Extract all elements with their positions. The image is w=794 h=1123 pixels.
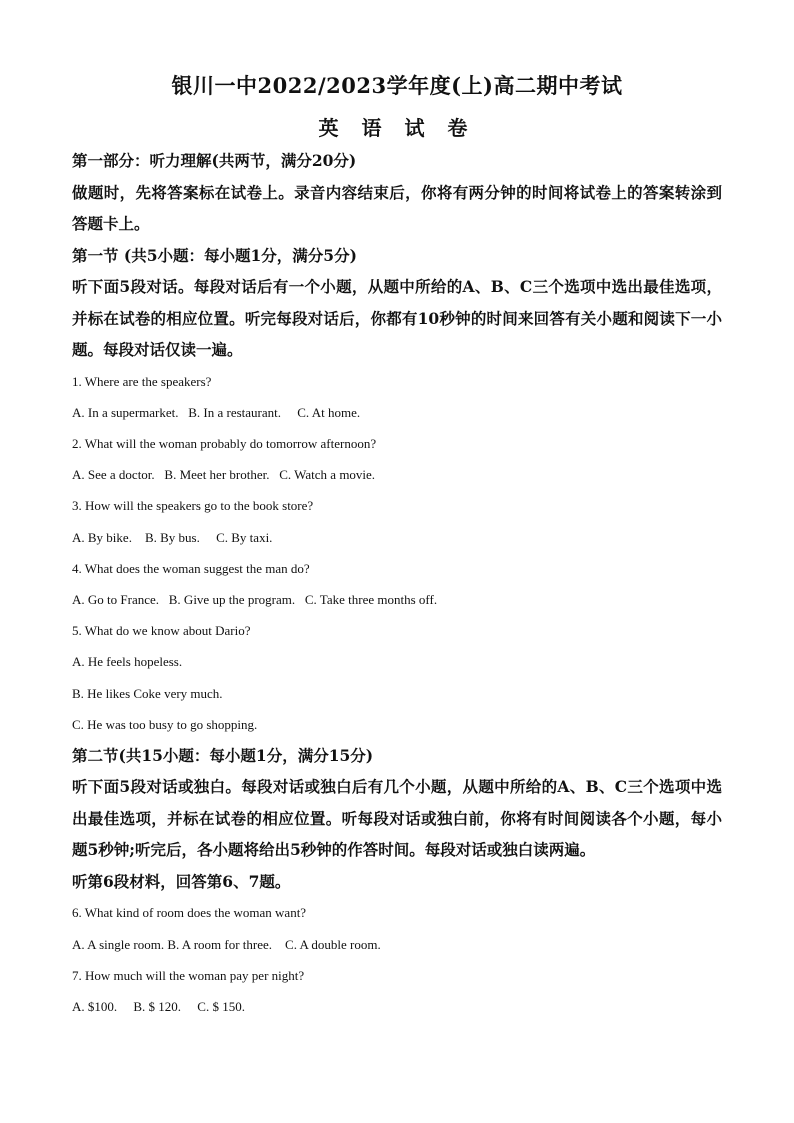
options-6: A. A single room. B. A room for three. C. A double room. bbox=[72, 936, 381, 952]
question-2: 2. What will the woman probably do tomorrow afternoon? bbox=[72, 435, 377, 451]
options-7: A. $100. B. $ 120. C. $ 150. bbox=[72, 999, 245, 1015]
option-5a: A. He feels hopeless. bbox=[72, 654, 183, 670]
options-2: A. See a doctor. B. Meet her brother. C. Watch a movie. bbox=[72, 467, 376, 483]
exam-content bbox=[72, 145, 722, 1022]
options-1: A. In a supermarket. B. In a restaurant. C. At home. bbox=[72, 404, 361, 420]
options-3: A. By bike. B. By bus. C. By taxi. bbox=[72, 529, 273, 545]
exam-subtitle: 英 语 试 卷 bbox=[318, 116, 476, 140]
question-1: 1. Where are the speakers? bbox=[72, 373, 212, 389]
options-4: A. Go to France. B. Give up the program. C. Take three months off. bbox=[72, 591, 438, 607]
material-6-heading: 听第6段材料，回答第6、7题。 bbox=[72, 871, 291, 891]
section1-heading: 第一节 (共5小题：每小题1分，满分5分) bbox=[72, 245, 357, 265]
section2-heading: 第二节(共15小题：每小题1分，满分15分) bbox=[72, 745, 374, 765]
question-5: 5. What do we know about Dario? bbox=[72, 623, 251, 639]
question-7: 7. How much will the woman pay per night? bbox=[72, 967, 305, 983]
option-5c: C. He was too busy to go shopping. bbox=[72, 716, 258, 732]
section1-instructions: 听下面5段对话。每段对话后有一个小题，从题中所给的A、B、C三个选项中选出最佳选项，并标在试卷的相应位置。听完每段对话后，你都有10秒钟的时间来回答有关小题和阅读下一小题。每段对话仅读一遍。 bbox=[72, 277, 722, 359]
question-3: 3. How will the speakers go to the book store? bbox=[72, 498, 314, 514]
option-5b: B. He likes Coke very much. bbox=[72, 685, 223, 701]
exam-title: 银川一中2022/2023学年度(上)高二期中考试 bbox=[171, 73, 623, 98]
section2-instructions: 听下面5段对话或独白。每段对话或独白后有几个小题，从题中所给的A、B、C三个选项中选出最佳选项，并标在试卷的相应位置。听每段对话或独白前，你将有时间阅读各个小题，每小题5秒钟;听完后，各小题将给出5秒钟的作答时间。每段对话或独白读两遍。 bbox=[72, 777, 722, 860]
question-6: 6. What kind of room does the woman want? bbox=[72, 905, 307, 921]
part1-heading: 第一部分：听力理解(共两节，满分20分) bbox=[72, 151, 357, 170]
part1-instructions: 做题时，先将答案标在试卷上。录音内容结束后，你将有两分钟的时间将试卷上的答案转涂到答题卡上。 bbox=[72, 182, 722, 233]
question-4: 4. What does the woman suggest the man do? bbox=[72, 560, 310, 576]
